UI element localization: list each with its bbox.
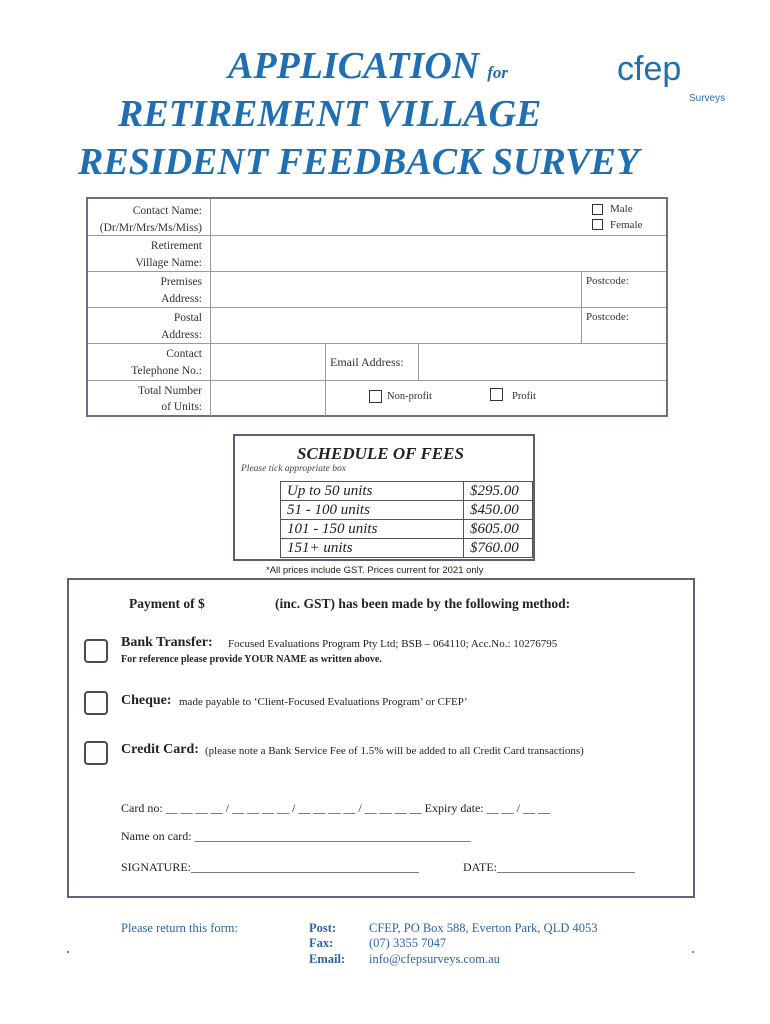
title-line-1 <box>228 44 508 88</box>
fee-row[interactable] <box>281 539 533 558</box>
bank-reference-note: For reference please provide YOUR NAME as written above. <box>121 654 382 665</box>
payment-amount-field[interactable] <box>219 594 271 614</box>
contact-title-label: (Dr/Mr/Mrs/Ms/Miss) <box>99 222 202 234</box>
phone-label-1: Contact <box>166 348 202 360</box>
female-checkbox[interactable] <box>592 219 603 230</box>
phone-label-2: Telephone No.: <box>131 365 202 377</box>
title-for: for <box>487 63 509 82</box>
post-address: CFEP, PO Box 588, Everton Park, QLD 4053 <box>369 921 598 935</box>
date-field[interactable]: DATE:_______________________ <box>463 860 635 874</box>
phone-field[interactable] <box>211 344 325 381</box>
premises-postcode-label: Postcode: <box>586 275 629 287</box>
profit-label: Profit <box>512 391 536 402</box>
fees-subtitle: Please tick appropriate box <box>241 464 346 474</box>
fee-range: 151+ units <box>281 539 464 558</box>
name-on-card-field[interactable]: Name on card: ______________________________________________ <box>121 829 471 843</box>
divider <box>581 272 582 308</box>
cheque-checkbox[interactable] <box>84 691 108 715</box>
payment-of-label: Payment of $ <box>129 596 205 611</box>
credit-card-details: (please note a Bank Service Fee of 1.5% will be added to all Credit Card transactions) <box>205 745 584 757</box>
fee-price: $295.00 <box>464 482 533 501</box>
fee-row[interactable] <box>281 482 533 501</box>
divider <box>325 344 326 381</box>
fee-price: $605.00 <box>464 520 533 539</box>
units-row <box>88 380 666 417</box>
cheque-details: made payable to ‘Client-Focused Evaluations Program’ or CFEP’ <box>179 696 468 708</box>
premises-address-field[interactable] <box>211 272 581 308</box>
logo-text: cfep <box>617 50 682 88</box>
payment-section <box>67 578 695 898</box>
postal-label-2: Address: <box>161 329 202 341</box>
nonprofit-label: Non-profit <box>387 391 432 402</box>
male-label: Male <box>610 203 633 215</box>
email-footer-label: Email: <box>309 952 346 966</box>
postal-label-1: Postal <box>173 312 202 324</box>
phone-email-row <box>88 343 666 381</box>
units-label-1: Total Number <box>137 385 202 397</box>
contact-form <box>86 197 668 417</box>
title-application: APPLICATION <box>228 45 480 87</box>
cheque-title: Cheque: <box>121 693 172 708</box>
logo-subtext: Surveys <box>689 93 726 104</box>
bank-transfer-checkbox[interactable] <box>84 639 108 663</box>
fax-number: (07) 3355 7047 <box>369 936 447 950</box>
village-label-1: Retirement <box>150 240 202 252</box>
payment-method-label: (inc. GST) has been made by the following method: <box>275 596 571 611</box>
contact-name-row <box>88 199 666 235</box>
bank-transfer-title: Bank Transfer: <box>121 635 213 650</box>
units-label-2: of Units: <box>161 401 202 413</box>
post-label: Post: <box>309 921 337 935</box>
cfep-logo-graphic <box>611 30 741 110</box>
fax-label: Fax: <box>309 936 334 950</box>
female-label: Female <box>610 219 643 231</box>
nonprofit-checkbox[interactable] <box>369 390 382 403</box>
postal-address-row <box>88 307 666 344</box>
fee-price: $450.00 <box>464 501 533 520</box>
male-checkbox[interactable] <box>592 204 603 215</box>
email-label: Email Address: <box>330 355 404 369</box>
postal-address-field[interactable] <box>211 308 581 344</box>
email-field[interactable] <box>419 344 666 381</box>
postal-postcode-label: Postcode: <box>586 311 629 323</box>
credit-card-checkbox[interactable] <box>84 741 108 765</box>
schedule-of-fees <box>233 434 535 561</box>
fee-row[interactable] <box>281 520 533 539</box>
fee-range: 101 - 150 units <box>281 520 464 539</box>
fee-row[interactable] <box>281 501 533 520</box>
corner-mark <box>692 951 694 953</box>
divider <box>325 381 326 417</box>
corner-mark <box>67 951 69 953</box>
fees-table <box>280 481 533 558</box>
fees-note: *All prices include GST. Prices current for 2021 only <box>266 565 484 576</box>
title-line-2: RETIREMENT VILLAGE <box>118 93 542 135</box>
bank-transfer-details: Focused Evaluations Program Pty Ltd; BSB – 064110; Acc.No.: 10276795 <box>228 638 558 650</box>
contact-name-field[interactable] <box>211 199 581 235</box>
fee-range: 51 - 100 units <box>281 501 464 520</box>
signature-field[interactable]: SIGNATURE:______________________________________ <box>121 860 420 874</box>
fee-price: $760.00 <box>464 539 533 558</box>
fees-title: SCHEDULE OF FEES <box>297 444 464 463</box>
units-field[interactable] <box>211 381 325 417</box>
credit-card-title: Credit Card: <box>121 742 199 757</box>
return-form-text: Please return this form: <box>121 921 238 935</box>
contact-name-label: Contact Name: <box>132 205 202 217</box>
premises-address-row <box>88 271 666 308</box>
cfep-logo <box>611 30 741 110</box>
profit-checkbox[interactable] <box>490 388 503 401</box>
card-number-field[interactable]: Card no: __ __ __ __ / __ __ __ __ / __ __ __ __ / __ __ __ __ Expiry date: __ __ / __ __ <box>121 801 550 815</box>
village-name-field[interactable] <box>211 236 666 272</box>
premises-label-1: Premises <box>160 276 202 288</box>
email-address-link[interactable]: info@cfepsurveys.com.au <box>369 952 500 966</box>
village-name-row <box>88 235 666 272</box>
title-line-3: RESIDENT FEEDBACK SURVEY <box>78 141 640 183</box>
village-label-2: Village Name: <box>135 257 202 269</box>
divider <box>581 308 582 344</box>
fee-range: Up to 50 units <box>281 482 464 501</box>
premises-label-2: Address: <box>161 293 202 305</box>
